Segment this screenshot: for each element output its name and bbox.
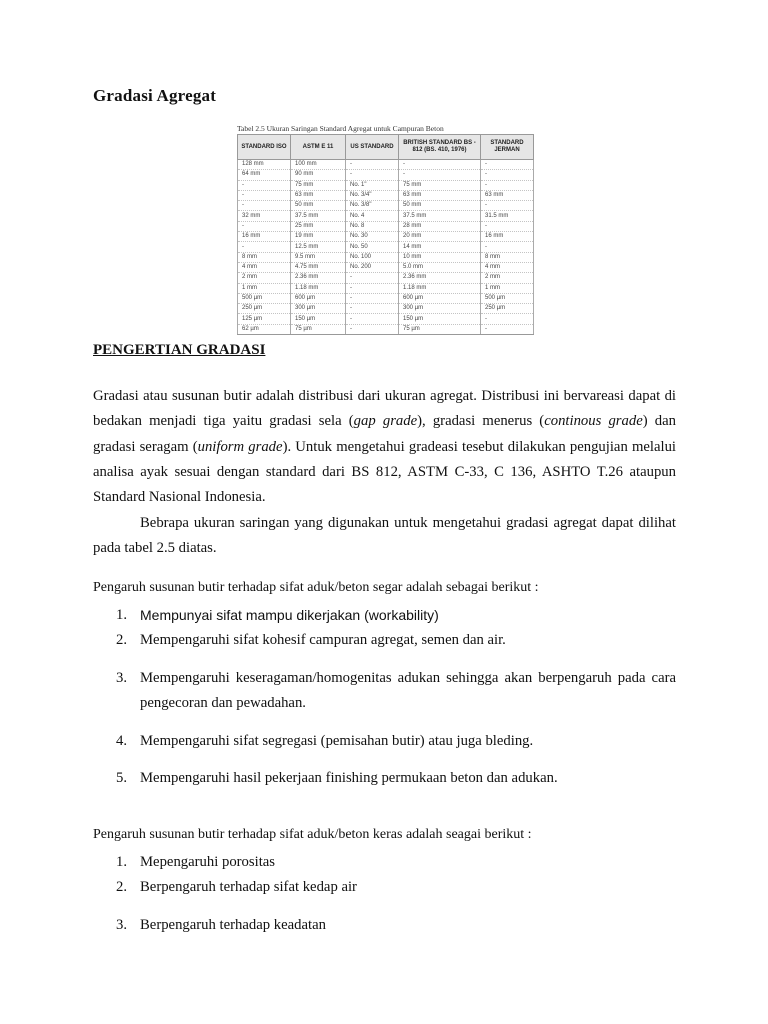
table-row (238, 314, 534, 324)
paragraph-text: ) dan gradasi seragam ( (93, 413, 676, 455)
table-cell: 20 mm (399, 232, 481, 242)
list-item (93, 875, 676, 900)
table-row (238, 160, 534, 170)
table-cell: 37.5 mm (399, 211, 481, 221)
table-header-cell: BRITISH STANDARD BS - 812 (BS. 410, 1976) (399, 135, 481, 160)
table-cell: - (238, 180, 291, 190)
table-cell: 100 mm (291, 160, 346, 170)
list-number: 2. (116, 632, 128, 648)
paragraph-definition (93, 384, 676, 510)
list-text: Mempengaruhi sifat kohesif campuran agregat, semen dan air. (140, 632, 506, 648)
table-cell: 4.75 mm (291, 262, 346, 272)
table-cell: 300 µm (399, 304, 481, 314)
table-row (238, 221, 534, 231)
section-heading: PENGERTIAN GRADASI (93, 342, 266, 358)
table-cell: 16 mm (238, 232, 291, 242)
table-cell: 1.18 mm (399, 283, 481, 293)
table-cell: - (399, 160, 481, 170)
table-cell: 2 mm (481, 273, 534, 283)
list-item (93, 666, 676, 717)
table-cell: - (481, 170, 534, 180)
table-row (238, 304, 534, 314)
list-number: 4. (116, 733, 128, 749)
table-cell: - (346, 283, 399, 293)
table-row (238, 293, 534, 303)
table-cell: - (481, 242, 534, 252)
italic-term: uniform grade (197, 438, 283, 455)
list-number: 5. (116, 770, 128, 786)
table-row (238, 252, 534, 262)
table-row (238, 273, 534, 283)
table-cell: - (346, 273, 399, 283)
document-title: Gradasi Agregat (93, 86, 217, 105)
table-cell: 50 mm (291, 201, 346, 211)
table-row (238, 262, 534, 272)
table-cell: - (346, 304, 399, 314)
table-cell: 125 µm (238, 314, 291, 324)
table-cell: 31.5 mm (481, 211, 534, 221)
table-cell: 150 µm (291, 314, 346, 324)
table-cell: - (399, 170, 481, 180)
table-cell: No. 3/8" (346, 201, 399, 211)
table-cell: 63 mm (399, 190, 481, 200)
table-row (238, 324, 534, 334)
table-cell: 250 µm (481, 304, 534, 314)
table-cell: No. 100 (346, 252, 399, 262)
table-cell: - (238, 190, 291, 200)
table-cell: 63 mm (481, 190, 534, 200)
table-cell: 500 µm (238, 293, 291, 303)
table-cell: 90 mm (291, 170, 346, 180)
table-cell: 600 µm (291, 293, 346, 303)
table-cell: 1 mm (238, 283, 291, 293)
table-cell: 2.36 mm (399, 273, 481, 283)
table-cell: - (481, 324, 534, 334)
table-row (238, 242, 534, 252)
table-cell: 12.5 mm (291, 242, 346, 252)
table-header-row (238, 135, 534, 160)
table-cell: 4 mm (238, 262, 291, 272)
table-cell: 25 mm (291, 221, 346, 231)
table-body (238, 160, 534, 335)
table-cell: 8 mm (481, 252, 534, 262)
paragraph-text: ), gradasi menerus ( (417, 413, 545, 430)
table-cell: - (346, 324, 399, 334)
table-header-cell: ASTM E 11 (291, 135, 346, 160)
list-item (93, 766, 676, 791)
table-cell: 37.5 mm (291, 211, 346, 221)
list-number: 2. (116, 879, 128, 895)
list-number: 1. (116, 607, 128, 623)
list-number: 3. (116, 670, 128, 686)
table-cell: 75 µm (399, 324, 481, 334)
table-cell: No. 4 (346, 211, 399, 221)
table-cell: - (481, 221, 534, 231)
table-cell: 10 mm (399, 252, 481, 262)
table-row (238, 170, 534, 180)
table-cell: 8 mm (238, 252, 291, 262)
paragraph-table-reference: Bebrapa ukuran saringan yang digunakan untuk mengetahui gradasi agregat dapat dilihat pada tabel 2.5 diatas. (93, 515, 676, 557)
table-header-cell: US STANDARD (346, 135, 399, 160)
list-number: 3. (116, 917, 128, 933)
table-cell: 75 mm (291, 180, 346, 190)
table-cell: No. 8 (346, 221, 399, 231)
table-row (238, 232, 534, 242)
table-cell: No. 50 (346, 242, 399, 252)
list-text: Mempengaruhi keseragaman/homogenitas adukan sehingga akan berpengaruh pada cara pengecoran dan pewadahan. (140, 670, 676, 712)
table-header-cell: STANDARD JERMAN (481, 135, 534, 160)
table-cell: 500 µm (481, 293, 534, 303)
paragraph-text: ). Untuk mengetahui gradeasi tesebut dilakukan pengujian melalui analisa ayak sesuai dengan standard dari BS 812, ASTM C-33, C 136, ASHTO T.26 ataupun Standard Nasional Indonesia. (93, 438, 677, 506)
table-row (238, 190, 534, 200)
list-text: Berpengaruh terhadap keadatan (140, 917, 326, 933)
list-text: Mepengaruhi porositas (140, 854, 276, 870)
table-cell: 128 mm (238, 160, 291, 170)
italic-term: gap grade (353, 413, 418, 430)
list-text: Berpengaruh terhadap sifat kedap air (140, 879, 357, 895)
table-cell: - (346, 314, 399, 324)
table-cell: 5.0 mm (399, 262, 481, 272)
table-row (238, 201, 534, 211)
table-cell: - (346, 160, 399, 170)
table-cell: 62 µm (238, 324, 291, 334)
table-cell: No. 1" (346, 180, 399, 190)
table-cell: 64 mm (238, 170, 291, 180)
list-text: Mempunyai sifat mampu dikerjakan (workability) (140, 607, 439, 623)
italic-term: continous grade (544, 413, 643, 430)
table-cell: - (238, 221, 291, 231)
table-caption: Tabel 2.5 Ukuran Saringan Standard Agregat untuk Campuran Beton (237, 124, 444, 133)
table-cell: - (481, 160, 534, 170)
table-cell: 4 mm (481, 262, 534, 272)
table-cell: 600 µm (399, 293, 481, 303)
table-cell: - (238, 201, 291, 211)
table-row (238, 283, 534, 293)
table-cell: 250 µm (238, 304, 291, 314)
list-text: Mempengaruhi hasil pekerjaan finishing permukaan beton dan adukan. (140, 770, 558, 786)
sieve-size-table (237, 134, 534, 335)
table-header-cell: STANDARD ISO (238, 135, 291, 160)
table-cell: No. 3/4" (346, 190, 399, 200)
table-cell: - (481, 180, 534, 190)
list-number: 1. (116, 854, 128, 870)
table-cell: 2.36 mm (291, 273, 346, 283)
list-item (93, 628, 676, 653)
table-cell: No. 30 (346, 232, 399, 242)
table-cell: 32 mm (238, 211, 291, 221)
table-cell: 75 µm (291, 324, 346, 334)
table-cell: 75 mm (399, 180, 481, 190)
table-cell: No. 200 (346, 262, 399, 272)
list-intro-fresh-concrete: Pengaruh susunan butir terhadap sifat aduk/beton segar adalah sebagai berikut : (93, 580, 539, 595)
list-item (93, 729, 676, 754)
table-cell: 2 mm (238, 273, 291, 283)
table-cell: 16 mm (481, 232, 534, 242)
list-text: Mempengaruhi sifat segregasi (pemisahan butir) atau juga bleding. (140, 733, 534, 749)
table-row (238, 211, 534, 221)
sieve-size-table-figure (237, 123, 533, 335)
table-cell: 19 mm (291, 232, 346, 242)
table-cell: 50 mm (399, 201, 481, 211)
list-item (93, 913, 676, 938)
table-cell: 1 mm (481, 283, 534, 293)
table-cell: 9.5 mm (291, 252, 346, 262)
table-cell: 14 mm (399, 242, 481, 252)
table-cell: - (481, 314, 534, 324)
table-cell: - (481, 201, 534, 211)
table-row (238, 180, 534, 190)
table-cell: - (346, 170, 399, 180)
list-intro-hardened-concrete: Pengaruh susunan butir terhadap sifat aduk/beton keras adalah seagai berikut : (93, 827, 532, 842)
table-cell: 300 µm (291, 304, 346, 314)
table-cell: 150 µm (399, 314, 481, 324)
table-cell: 1.18 mm (291, 283, 346, 293)
paragraph-text: Gradasi atau susunan butir adalah distribusi dari ukuran agregat. Distribusi ini bervareasi dapat di bedakan menjadi tiga yaitu gradasi sela ( (93, 388, 676, 430)
list-item (93, 850, 676, 875)
table-cell: 63 mm (291, 190, 346, 200)
table-cell: - (238, 242, 291, 252)
list-item (93, 603, 676, 628)
table-cell: 28 mm (399, 221, 481, 231)
table-cell: - (346, 293, 399, 303)
